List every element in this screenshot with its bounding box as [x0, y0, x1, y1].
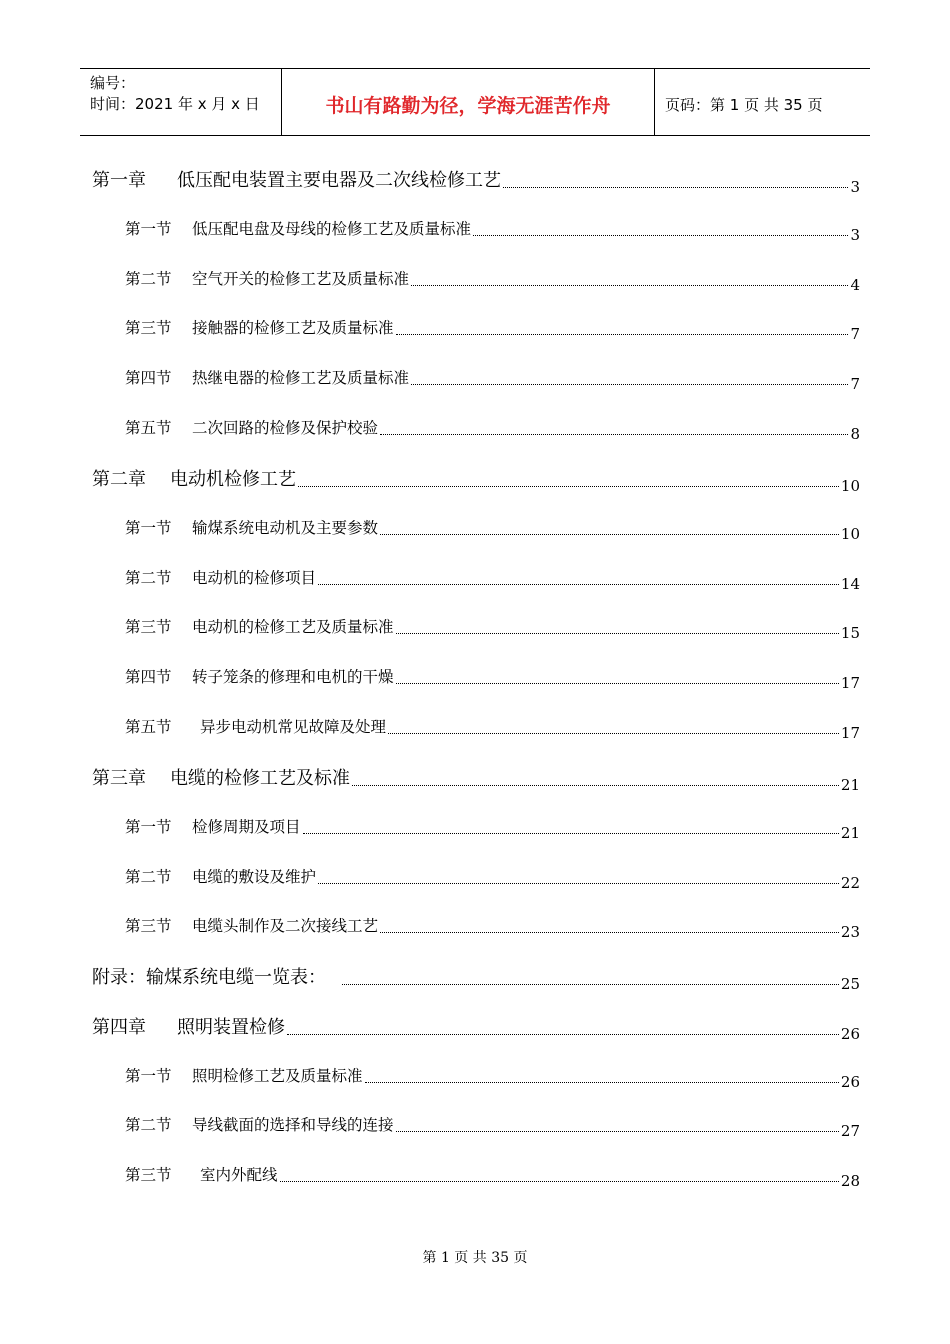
toc-number: 第三节 — [125, 1166, 172, 1184]
toc-leader — [396, 1130, 839, 1132]
toc-number: 第五节 — [125, 718, 172, 736]
toc-title: 低压配电盘及母线的检修工艺及质量标准 — [192, 220, 472, 238]
toc-number: 第二节 — [125, 868, 172, 886]
toc-chapter-4[interactable] — [92, 1017, 860, 1043]
toc-page-number: 17 — [840, 723, 860, 742]
toc-number: 第一节 — [125, 519, 172, 537]
toc-page-number: 3 — [850, 178, 860, 196]
toc-page-number: 25 — [840, 975, 860, 993]
toc-leader — [411, 383, 848, 385]
toc-title: 附录：输煤系统电缆一览表： — [92, 967, 326, 988]
toc-section-1-3[interactable] — [125, 319, 860, 343]
toc-title: 导线截面的选择和导线的连接 — [192, 1116, 394, 1134]
toc-leader — [318, 882, 839, 884]
header-page-info: 页码：第 1 页 共 35 页 — [665, 95, 823, 114]
toc-page-number: 7 — [850, 374, 860, 393]
toc-page-number: 7 — [850, 324, 860, 343]
toc-title: 电缆的检修工艺及标准 — [170, 768, 350, 789]
date-label: 时间：2021 年 x 月 x 日 — [90, 95, 260, 113]
toc-title: 输煤系统电动机及主要参数 — [192, 519, 379, 537]
toc-section-1-2[interactable] — [125, 270, 860, 294]
toc-title: 电动机检修工艺 — [170, 469, 296, 490]
toc-leader — [396, 632, 839, 634]
toc-leader — [473, 234, 848, 236]
page-header — [80, 68, 870, 136]
toc-title: 热继电器的检修工艺及质量标准 — [192, 369, 410, 387]
toc-section-2-1[interactable] — [125, 519, 860, 543]
toc-section-3-1[interactable] — [125, 818, 860, 842]
toc-page-number: 23 — [840, 922, 860, 941]
toc-number: 第一节 — [125, 220, 172, 238]
toc-page-number: 10 — [840, 477, 860, 495]
toc-title: 接触器的检修工艺及质量标准 — [192, 319, 394, 337]
toc-leader — [411, 284, 848, 286]
toc-page-number: 28 — [840, 1171, 860, 1190]
toc-title: 空气开关的检修工艺及质量标准 — [192, 270, 410, 288]
toc-page-number: 17 — [840, 673, 860, 692]
toc-leader — [380, 433, 848, 435]
toc-page-number: 26 — [840, 1072, 860, 1091]
toc-leader — [318, 583, 839, 585]
toc-page-number: 3 — [850, 225, 860, 244]
header-motto: 书山有路勤为径，学海无涯苦作舟 — [282, 69, 655, 135]
toc-leader — [396, 333, 848, 335]
toc-page-number: 10 — [840, 524, 860, 543]
toc-number: 第一节 — [125, 818, 172, 836]
toc-chapter-2[interactable] — [92, 469, 860, 495]
toc-page-number: 4 — [850, 275, 860, 294]
toc-section-2-4[interactable] — [125, 668, 860, 692]
toc-number: 第四章 — [92, 1017, 146, 1038]
toc-leader — [380, 931, 839, 933]
toc-leader — [287, 1033, 839, 1035]
toc-section-3-3[interactable] — [125, 917, 860, 941]
toc-number: 第三节 — [125, 917, 172, 935]
toc-number: 第二章 — [92, 469, 146, 490]
toc-title: 电缆头制作及二次接线工艺 — [192, 917, 379, 935]
toc-section-1-5[interactable] — [125, 419, 860, 443]
toc-chapter-1[interactable] — [92, 170, 860, 196]
toc-number: 第一节 — [125, 1067, 172, 1085]
toc-section-1-1[interactable] — [125, 220, 860, 244]
toc-section-2-2[interactable] — [125, 569, 860, 593]
toc-title: 检修周期及项目 — [192, 818, 301, 836]
toc-number: 第一章 — [92, 170, 146, 191]
toc-number: 第三章 — [92, 768, 146, 789]
toc-section-2-3[interactable] — [125, 618, 860, 642]
toc-section-4-3[interactable] — [125, 1166, 860, 1190]
toc-leader — [352, 784, 839, 786]
toc-number: 第三节 — [125, 618, 172, 636]
toc-title: 二次回路的检修及保护校验 — [192, 419, 379, 437]
toc-section-3-2[interactable] — [125, 868, 860, 892]
toc-page-number: 26 — [840, 1025, 860, 1043]
toc-number: 第四节 — [125, 668, 172, 686]
toc-section-2-5[interactable] — [125, 718, 860, 742]
toc-title: 异步电动机常见故障及处理 — [200, 718, 387, 736]
toc-page-number: 21 — [840, 823, 860, 842]
toc-section-4-1[interactable] — [125, 1067, 860, 1091]
toc-leader — [342, 983, 839, 985]
toc-number: 第二节 — [125, 569, 172, 587]
toc-page-number: 14 — [840, 574, 860, 593]
toc-page-number: 27 — [840, 1121, 860, 1140]
toc-section-1-4[interactable] — [125, 369, 860, 393]
toc-appendix[interactable] — [92, 967, 860, 993]
toc-title: 电缆的敷设及维护 — [192, 868, 317, 886]
toc-number: 第二节 — [125, 1116, 172, 1134]
toc-leader — [303, 832, 839, 834]
page-footer: 第 1 页 共 35 页 — [422, 1250, 528, 1266]
toc-chapter-3[interactable] — [92, 768, 860, 794]
toc-title: 照明装置检修 — [177, 1017, 285, 1038]
toc-leader — [380, 533, 839, 535]
serial-number-label: 编号： — [90, 74, 136, 92]
toc-page-number: 15 — [840, 623, 860, 642]
toc-leader — [365, 1081, 839, 1083]
toc-number: 第三节 — [125, 319, 172, 337]
toc-page-number: 21 — [840, 776, 860, 794]
toc-number: 第四节 — [125, 369, 172, 387]
toc-leader — [280, 1180, 839, 1182]
toc-number: 第五节 — [125, 419, 172, 437]
toc-section-4-2[interactable] — [125, 1116, 860, 1140]
toc-page-number: 8 — [850, 424, 860, 443]
toc-number: 第二节 — [125, 270, 172, 288]
toc-leader — [396, 682, 839, 684]
header-meta — [80, 69, 282, 135]
toc-page-number: 22 — [840, 873, 860, 892]
toc-leader — [388, 732, 839, 734]
toc-title: 电动机的检修工艺及质量标准 — [192, 618, 394, 636]
toc-leader — [298, 485, 839, 487]
toc-title: 室内外配线 — [200, 1166, 278, 1184]
toc-title: 转子笼条的修理和电机的干燥 — [192, 668, 394, 686]
toc-title: 低压配电装置主要电器及二次线检修工艺 — [177, 170, 501, 191]
toc-leader — [503, 186, 848, 188]
toc-title: 电动机的检修项目 — [192, 569, 317, 587]
toc-title: 照明检修工艺及质量标准 — [192, 1067, 363, 1085]
